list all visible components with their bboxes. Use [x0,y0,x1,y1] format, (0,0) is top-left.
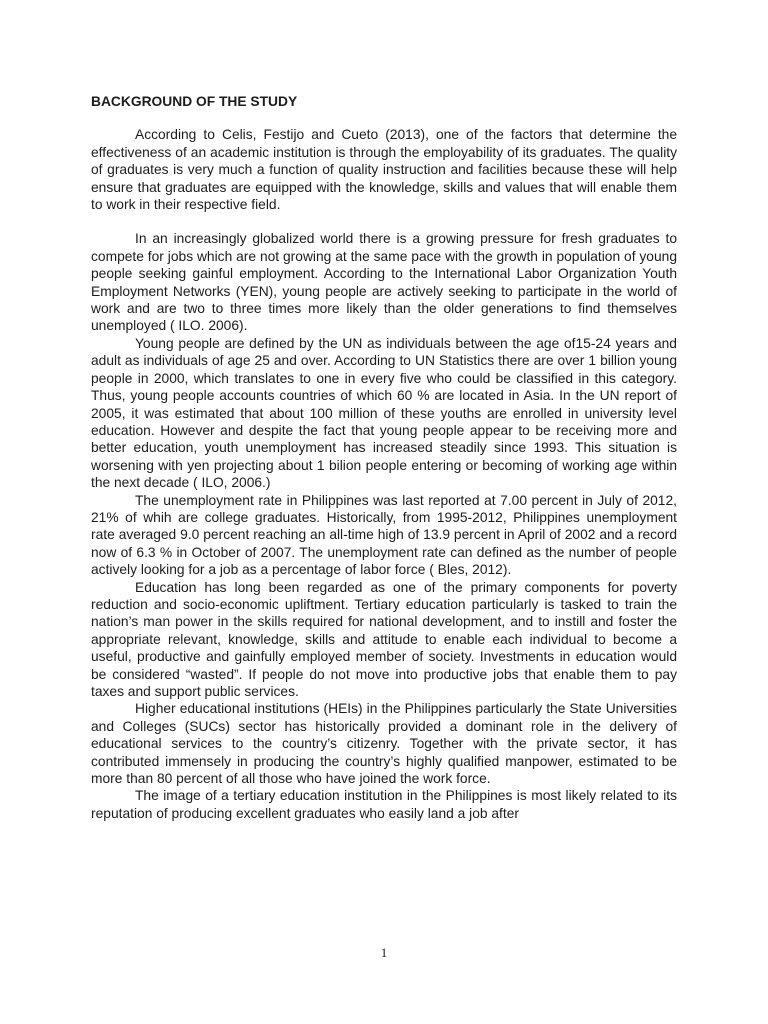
paragraph-6: Higher educational institutions (HEIs) in the Philippines particularly the State Universities and Colleges (SUCs) sector has historically provided a dominant role in the delivery of educational services to the country’s citizenry. Together with the private sector, it has contributed immensely in producing the country’s highly qualified manpower, estimated to be more than 80 percent of all those who have joined the work force. [91,701,677,787]
paragraph-3: Young people are defined by the UN as individuals between the age of15-24 years and adult as individuals of age 25 and over. According to UN Statistics there are over 1 billion young people in 2000, which translates to one in every five who could be classified in this category. Thus, young people accounts countries of which 60 % are located in Asia. In the UN report of 2005, it was estimated that about 100 million of these youths are enrolled in university level education. However and despite the fact that young people appear to be receiving more and better education, youth unemployment has increased steadily since 1993. This situation is worsening with yen projecting about 1 bilion people entering or becoming of working age within the next decade ( ILO, 2006.) [91,335,677,491]
section-heading: BACKGROUND OF THE STUDY [91,94,298,109]
paragraph-4: The unemployment rate in Philippines was last reported at 7.00 percent in July of 2012, 21% of whih are college graduates. Historically, from 1995-2012, Philippines unemployment rate averaged 9.0 percent reaching an all-time high of 13.9 percent in April of 2002 and a record now of 6.3 % in October of 2007. The unemployment rate can defined as the number of people actively looking for a job as a percentage of labor force ( Bles, 2012). [91,492,677,578]
paragraph-5: Education has long been regarded as one of the primary components for poverty reduction and socio-economic upliftment. Tertiary education particularly is tasked to train the nation’s man power in the skills required for national development, and to instill and foster the appropriate relevant, knowledge, skills and attitude to enable each individual to become a useful, productive and gainfully employed member of society. Investments in education would be considered “wasted”. If people do not move into productive jobs that enable them to pay taxes and support public services. [91,579,677,699]
paragraph-1: According to Celis, Festijo and Cueto (2013), one of the factors that determine the effectiveness of an academic institution is through the employability of its graduates. The quality of graduates is very much a function of quality instruction and facilities because these will help ensure that graduates are equipped with the knowledge, skills and values that will enable them to work in their respective field. [91,127,677,213]
paragraph-7: The image of a tertiary education institution in the Philippines is most likely related to its reputation of producing excellent graduates who easily land a job after [91,788,677,821]
paragraph-2: In an increasingly globalized world there is a growing pressure for fresh graduates to compete for jobs which are not growing at the same pace with the growth in population of young people seeking gainful employment. According to the International Labor Organization Youth Employment Networks (YEN), young people are actively seeking to participate in the world of work and are two to three times more likely than the older generations to find themselves unemployed ( ILO. 2006). [91,231,677,334]
page-number: 1 [380,945,388,960]
document-body [91,93,677,822]
